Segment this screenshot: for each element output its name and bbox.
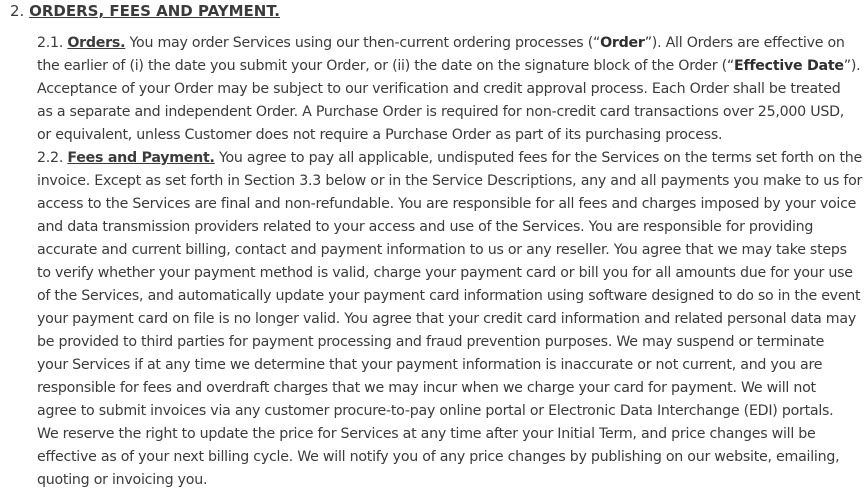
clause-title: Orders. xyxy=(67,35,126,51)
clause-line: agree to submit invoices via any customer procure-to-pay online portal or Electronic Data Interchange (EDI) portals. xyxy=(37,403,834,419)
clause-fees-and-payment xyxy=(37,147,865,492)
clause-line: or equivalent, unless Customer does not require a Purchase Order as part of its purchasing process. xyxy=(37,127,723,143)
defined-term-order: Order xyxy=(600,35,645,51)
clause-line: quoting or invoicing you. xyxy=(37,472,208,488)
clause-line: your payment card on file is no longer valid. You agree that your credit card information and related personal data may xyxy=(37,311,856,327)
clause-text: You agree to pay all applicable, undisputed fees for the Services on the terms set forth on the xyxy=(214,150,863,166)
clause-text: the earlier of (i) the date you submit your Order, or (ii) the date on the signature block of the Order (“ xyxy=(37,58,734,74)
clause-line xyxy=(37,147,865,170)
clause-line: to verify whether your payment method is valid, charge your payment card or bill you for all amounts due for your use xyxy=(37,265,853,281)
clause-line: effective as of your next billing cycle. We will notify you of any price changes by publishing on our website, emailing, xyxy=(37,449,840,465)
clause-text: ”). xyxy=(843,58,861,74)
clause-line: and data transmission providers related to your access and use of the Services. You are responsible for providing xyxy=(37,219,814,235)
clause-text: You may order Services using our then-current ordering processes (“ xyxy=(125,35,601,51)
clause-line: as a separate and independent Order. A Purchase Order is required for non-credit card transactions over 25,000 USD, xyxy=(37,104,845,120)
section-heading xyxy=(10,0,280,22)
clause-number: 2.2. xyxy=(37,150,64,166)
section-number: 2. xyxy=(10,2,25,20)
clause-number: 2.1. xyxy=(37,35,64,51)
clause-line xyxy=(37,55,865,78)
clause-line: Acceptance of your Order may be subject to our verification and credit approval process. Each Order shall be treated xyxy=(37,81,841,97)
defined-term-effective-date: Effective Date xyxy=(734,58,844,74)
clause-line: invoice. Except as set forth in Section 3.3 below or in the Service Descriptions, any and all payments you make to us for xyxy=(37,173,863,189)
clause-orders xyxy=(37,32,865,147)
clause-line: your Services if at any time we determine that your payment information is inaccurate or not current, and you are xyxy=(37,357,823,373)
clause-line: access to the Services are final and non-refundable. You are responsible for all fees and charges imposed by your voice xyxy=(37,196,857,212)
clause-line: accurate and current billing, contact and payment information to us or any reseller. You agree that we may take steps xyxy=(37,242,847,258)
clause-line xyxy=(37,32,865,55)
clause-line: We reserve the right to update the price for Services at any time after your Initial Term, and price changes will be xyxy=(37,426,816,442)
clause-title: Fees and Payment. xyxy=(67,150,215,166)
section-title: ORDERS, FEES AND PAYMENT. xyxy=(29,2,280,20)
clause-text: ”). All Orders are effective on xyxy=(644,35,845,51)
clause-line: responsible for fees and overdraft charges that we may incur when we charge your card for payment. We will not xyxy=(37,380,816,396)
clause-line: of the Services, and automatically update your payment card information using software designed to do so in the event xyxy=(37,288,861,304)
clause-line: be provided to third parties for payment processing and fraud prevention purposes. We may suspend or terminate xyxy=(37,334,825,350)
